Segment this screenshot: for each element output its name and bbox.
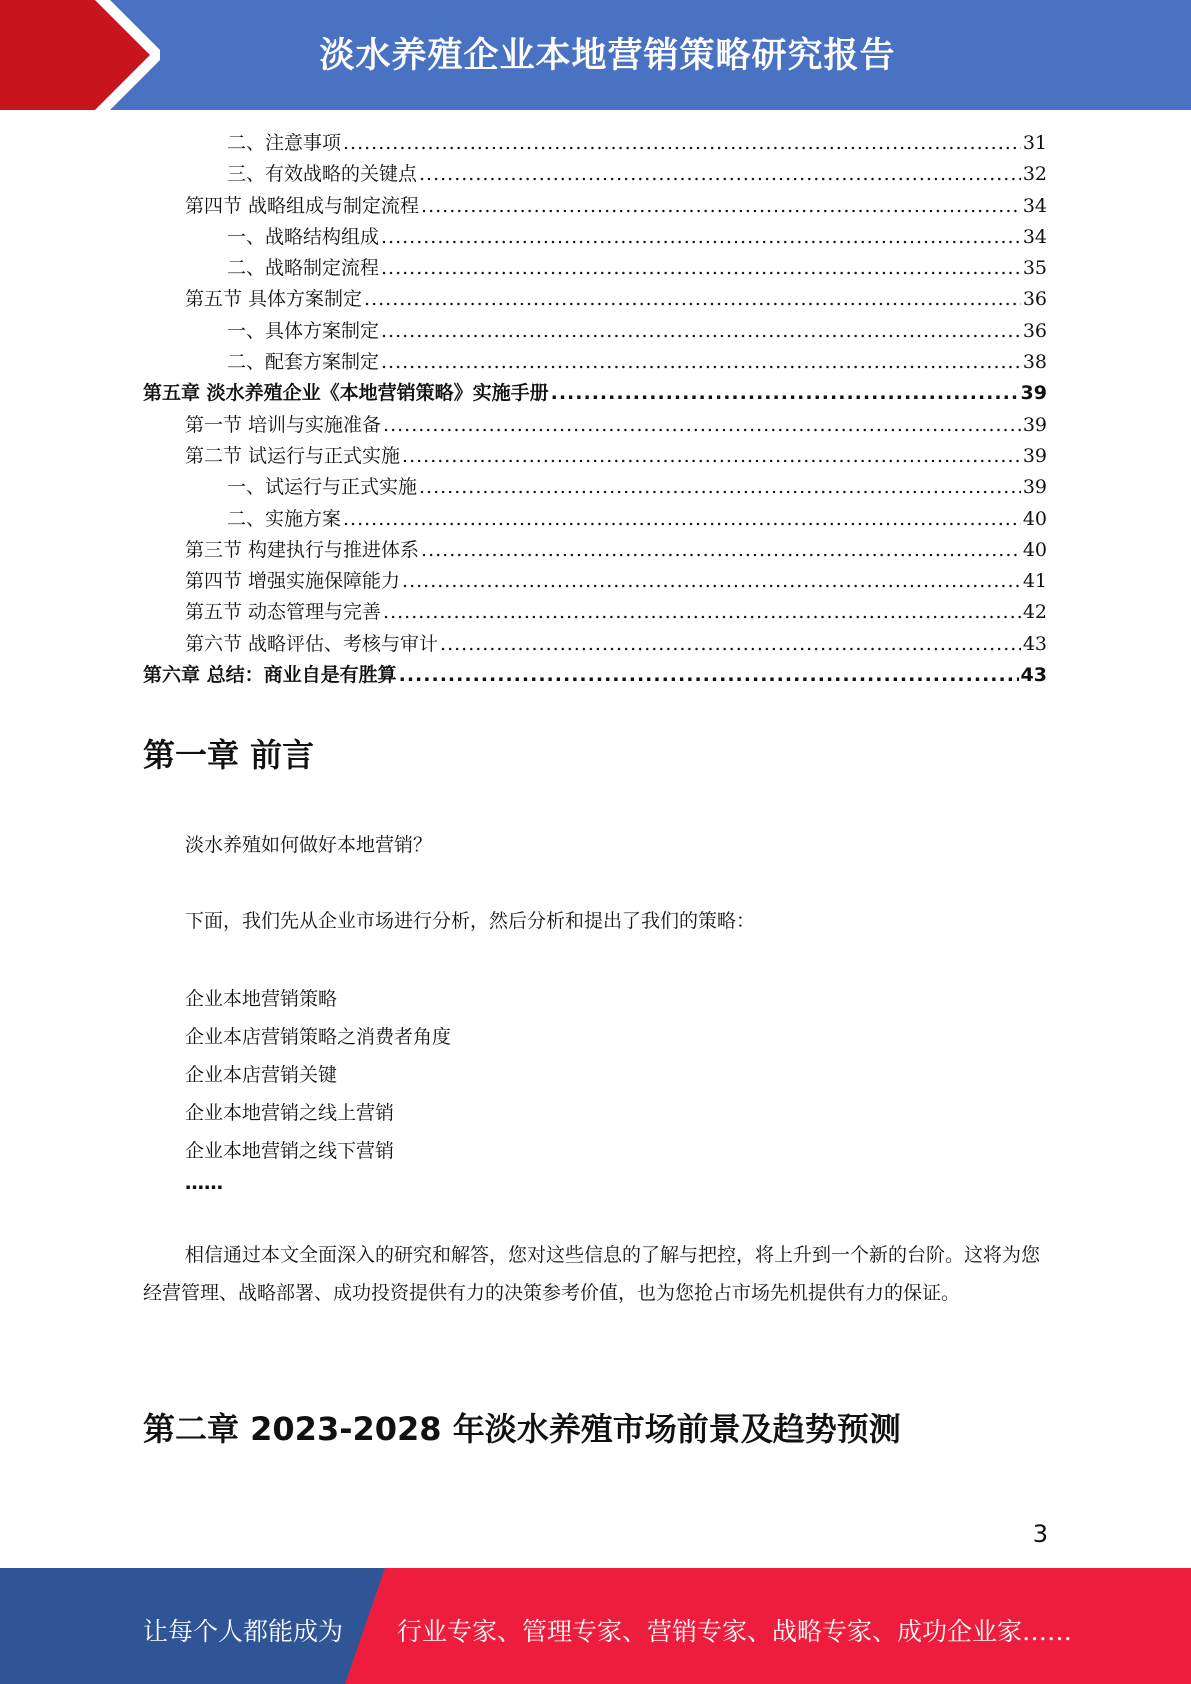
toc-entry[interactable]	[143, 128, 1047, 159]
chapter-1-heading: 第一章 前言	[143, 736, 315, 774]
toc-entry-page: 43	[1022, 632, 1047, 655]
strategy-list	[143, 980, 1047, 1170]
list-item: 企业本店营销策略之消费者角度	[185, 1026, 452, 1048]
toc-entry-label: 第六节 战略评估、考核与审计	[185, 632, 439, 655]
toc-dot-leader	[421, 535, 1021, 566]
toc-entry-page: 31	[1022, 132, 1047, 154]
report-title: 淡水养殖企业本地营销策略研究报告	[319, 36, 896, 76]
toc-dot-leader	[343, 128, 1021, 159]
toc-entry[interactable]	[143, 253, 1047, 284]
toc-entry-label: 二、战略制定流程	[227, 257, 380, 280]
toc-entry-label: 第五节 具体方案制定	[185, 288, 363, 311]
toc-entry[interactable]	[143, 222, 1047, 253]
toc-entry-label: 第四节 增强实施保障能力	[185, 570, 401, 593]
toc-entry-page: 40	[1022, 538, 1047, 561]
toc-dot-leader	[383, 597, 1021, 628]
footer-slogan-right: 行业专家、管理专家、营销专家、战略专家、成功企业家……	[397, 1617, 1073, 1646]
list-ellipsis: ……	[185, 1172, 223, 1194]
toc-dot-leader	[383, 410, 1021, 441]
toc-entry[interactable]	[143, 504, 1047, 535]
page-footer	[0, 1568, 1191, 1684]
toc-dot-leader	[343, 504, 1021, 535]
toc-entry-label: 第五节 动态管理与完善	[185, 601, 382, 624]
toc-dot-leader	[421, 191, 1021, 222]
toc-entry[interactable]	[143, 378, 1047, 409]
toc-entry-label: 第三节 构建执行与推进体系	[185, 538, 420, 561]
toc-entry-label: 三、有效战略的关键点	[227, 163, 418, 186]
toc-dot-leader	[402, 566, 1021, 597]
toc-entry-page: 39	[1020, 382, 1047, 405]
toc-entry[interactable]	[143, 284, 1047, 315]
list-item: 企业本地营销之线下营销	[185, 1140, 395, 1162]
toc-entry[interactable]	[143, 316, 1047, 347]
toc-dot-leader	[419, 472, 1021, 503]
toc-dot-leader	[551, 378, 1019, 409]
toc-entry-page: 43	[1020, 664, 1047, 687]
toc-entry-page: 40	[1022, 507, 1047, 530]
toc-entry-page: 36	[1022, 319, 1047, 342]
toc-entry[interactable]	[143, 191, 1047, 222]
closing-paragraph: 相信通过本文全面深入的研究和解答，您对这些信息的了解与把控，将上升到一个新的台阶。这将为您经营管理、战略部署、成功投资提供有力的决策参考价值，也为您抢占市场先机提供有力的保证。	[143, 1244, 1041, 1304]
table-of-contents	[143, 128, 1047, 691]
toc-dot-leader	[399, 660, 1019, 691]
footer-slogan-left: 让每个人都能成为	[143, 1617, 344, 1646]
toc-entry[interactable]	[143, 472, 1047, 503]
list-item: 企业本地营销之线上营销	[185, 1102, 395, 1124]
intro-sentence: 下面，我们先从企业市场进行分析，然后分析和提出了我们的策略：	[185, 910, 756, 932]
toc-dot-leader	[440, 629, 1021, 660]
toc-entry-label: 第四节 战略组成与制定流程	[185, 194, 420, 217]
toc-entry-page: 35	[1022, 257, 1047, 280]
toc-dot-leader	[381, 222, 1021, 253]
toc-entry-label: 二、注意事项	[227, 132, 342, 154]
intro-question: 淡水养殖如何做好本地营销？	[185, 834, 433, 856]
toc-entry-page: 39	[1022, 444, 1047, 467]
toc-dot-leader	[364, 284, 1021, 315]
toc-dot-leader	[419, 159, 1021, 190]
toc-entry-label: 第一节 培训与实施准备	[185, 413, 382, 436]
toc-entry[interactable]	[143, 566, 1047, 597]
chapter-1-body	[143, 830, 1047, 1312]
toc-entry-page: 32	[1022, 163, 1047, 186]
toc-dot-leader	[402, 441, 1021, 472]
page-header	[0, 0, 1191, 110]
toc-entry-label: 一、具体方案制定	[227, 319, 380, 342]
toc-dot-leader	[381, 253, 1021, 284]
toc-entry-page: 36	[1022, 288, 1047, 311]
toc-entry-label: 第六章 总结：商业自是有胜算	[143, 664, 397, 687]
toc-entry[interactable]	[143, 410, 1047, 441]
chapter-2-heading: 第二章 2023-2028 年淡水养殖市场前景及趋势预测	[143, 1410, 901, 1448]
toc-entry[interactable]	[143, 159, 1047, 190]
toc-entry-label: 一、试运行与正式实施	[227, 476, 418, 499]
toc-entry[interactable]	[143, 629, 1047, 660]
list-item: 企业本地营销策略	[185, 988, 338, 1010]
toc-entry-page: 34	[1022, 225, 1047, 248]
toc-entry-page: 42	[1022, 601, 1047, 624]
page-number: 3	[1032, 1520, 1048, 1548]
toc-entry-label: 二、实施方案	[227, 507, 342, 530]
toc-entry-label: 第二节 试运行与正式实施	[185, 444, 401, 467]
toc-entry-page: 41	[1022, 570, 1047, 593]
toc-entry-label: 二、配套方案制定	[227, 351, 380, 374]
toc-dot-leader	[381, 347, 1021, 378]
toc-entry-label: 一、战略结构组成	[227, 225, 380, 248]
list-item: 企业本店营销关键	[185, 1064, 338, 1086]
toc-entry[interactable]	[143, 597, 1047, 628]
toc-entry-page: 39	[1022, 476, 1047, 499]
toc-entry[interactable]	[143, 441, 1047, 472]
toc-entry-label: 第五章 淡水养殖企业《本地营销策略》实施手册	[143, 382, 549, 405]
toc-entry-page: 38	[1022, 351, 1047, 374]
toc-dot-leader	[381, 316, 1021, 347]
toc-entry[interactable]	[143, 347, 1047, 378]
toc-entry[interactable]	[143, 535, 1047, 566]
toc-entry-page: 39	[1022, 413, 1047, 436]
toc-entry-page: 34	[1022, 194, 1047, 217]
toc-entry[interactable]	[143, 660, 1047, 691]
